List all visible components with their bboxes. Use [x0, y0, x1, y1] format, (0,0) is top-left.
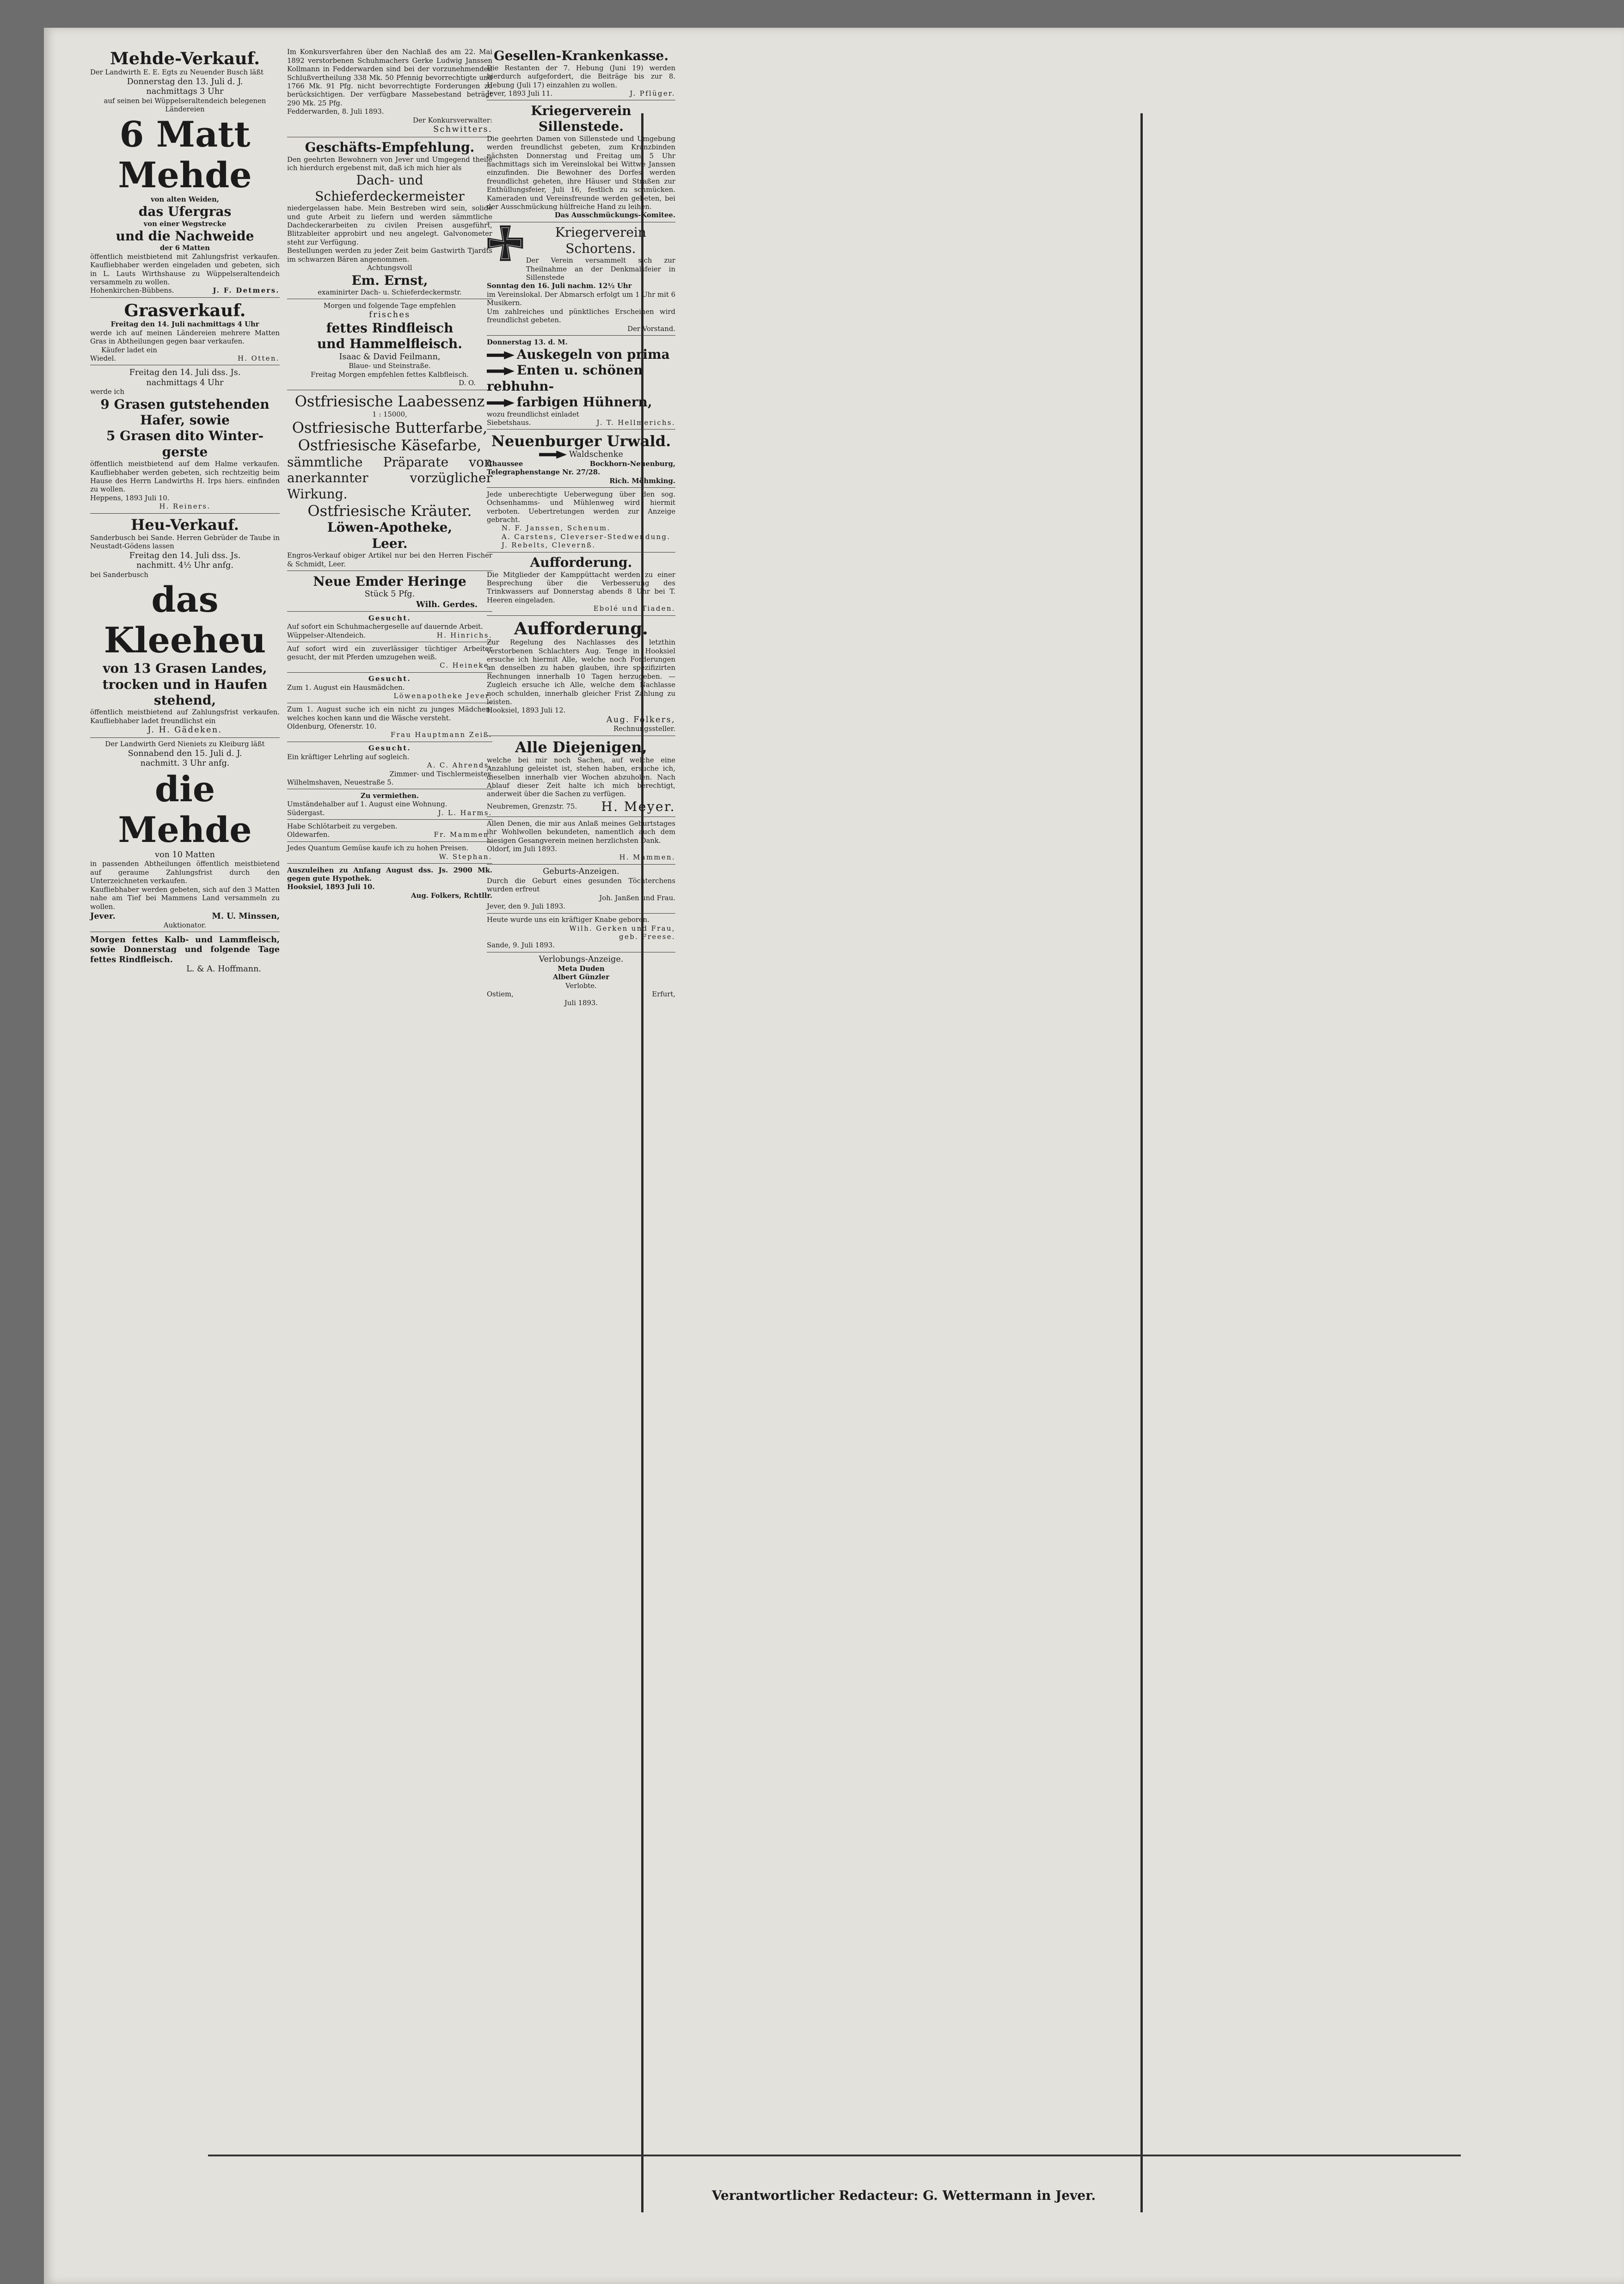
ad-signature: M. U. Minssen,	[212, 911, 280, 921]
ad-text: Die Restanten der 7. Hebung (Juni 19) werden hierdurch aufgefordert, die Beiträge bis zur 8. Hebung (Juli 17) einzahlen zu wollen.	[487, 64, 675, 89]
column-rule-2	[1140, 113, 1143, 2212]
ad-text: welche bei mir noch Sachen, auf welche eine Anzahlung geleistet ist, stehen haben, ersuche ich, dieselben innerhalb vier Wochen abzuholen. Nach Ablauf dieser Zeit halte ich mich berechtigt, anderweit über die Sachen zu verfügen.	[487, 756, 675, 798]
ad-die-mehde	[90, 739, 280, 932]
ad-signature: L. & A. Hoffmann.	[186, 964, 261, 974]
ad-text: Habe Schlötarbeit zu vergeben.	[287, 822, 398, 830]
ad-title: Verlobungs-Anzeige.	[539, 955, 624, 964]
ad-headline: Ostfriesische Butterfarbe,	[292, 418, 488, 436]
ad-signature: W. Stephan.	[439, 853, 492, 861]
ad-headline: und Hammelfleisch.	[317, 336, 463, 352]
ad-text: Verlobte.	[565, 982, 597, 990]
ad-aufforderung-1	[487, 554, 675, 616]
ad-title: Gesellen-Krankenkasse.	[493, 48, 669, 64]
ad-text: Engros-Verkauf obiger Artikel nur bei den Herren Fischer & Schmidt, Leer.	[287, 552, 492, 568]
ad-headline: und die Nachweide	[116, 228, 254, 244]
ad-text: im Vereinslokal. Der Abmarsch erfolgt um 1 Uhr mit 6 Musikern.	[487, 290, 675, 307]
ad-text: Zum 1. August suche ich ein nicht zu junges Mädchen, welches kochen kann und die Wäsche versteht.	[287, 706, 492, 722]
ad-signature-role: geb. Freese.	[619, 933, 675, 941]
ad-place: Hooksiel, 1893 Juli 10.	[287, 883, 375, 891]
ad-headline: die Mehde	[118, 768, 252, 850]
newspaper-page	[44, 28, 1624, 2284]
page-footer: Verantwortlicher Redacteur: G. Wettermann in Jever.	[711, 2188, 1096, 2203]
ad-dank	[487, 818, 675, 864]
ad-text: von alten Weiden,	[151, 195, 219, 203]
ad-auskegeln	[487, 337, 675, 430]
ad-title: Alle Diejenigen,	[515, 738, 647, 756]
ad-title: Aufforderung.	[530, 555, 632, 571]
ad-text: von 10 Matten	[155, 850, 215, 860]
ad-text: niedergelassen habe. Mein Bestreben wird sein, solide und gute Arbeit zu liefern und werden sämmtliche Dachdeckerarbeiten zu civilen Preisen ausgeführt, Blitzableiter approbirt und neu angelegt. Galvonometer steht zur Verfügung.	[287, 204, 492, 246]
ad-text: Heute wurde uns ein kräftiger Knabe geboren.	[487, 916, 650, 924]
ad-title: Zu vermiethen.	[360, 792, 419, 800]
ad-title: Neue Emder Heringe	[313, 573, 466, 589]
ad-ueberwegung	[487, 489, 675, 552]
ad-loewen-apotheke	[287, 392, 492, 571]
ad-text: frisches	[369, 310, 411, 320]
ad-signature: D. O.	[459, 379, 476, 387]
ad-place: Siebetshaus.	[487, 418, 531, 427]
ad-signature: J. T. Hellmerichs.	[596, 418, 675, 427]
ad-place: Wilhelmshaven, Neuestraße 5.	[287, 778, 394, 786]
ad-text: Die geehrten Damen von Sillenstede und Umgebung werden freundlichst gebeten, zum Kranzbinden nächsten Donnerstag und Freitag um 5 Uhr nachmittags sich im Vereinslokal bei Wittwe Janssen einzufinden. Die Bewohner des Dorfes werden freundlichst geheten, ihre Häuser und Straßen zur Enthüllungsfeier, Juli 16, festlich zu schmücken. Kameraden und Vereinsfreunde werden gebeten, bei der Ausschmückung hülfreiche Hand zu leihen.	[487, 135, 675, 211]
ad-signature: Rich. Möhmking.	[609, 477, 675, 485]
ad-signature: H. Reiners.	[159, 503, 211, 511]
ad-hoffmann	[90, 933, 280, 976]
ad-signature: Der Vorstand.	[627, 325, 675, 333]
ad-date: Sonntag den 16. Juli nachm. 12½ Uhr	[487, 282, 632, 290]
iron-cross-icon	[487, 225, 524, 262]
pointing-hand-icon	[487, 399, 515, 407]
ad-feilmann	[287, 301, 492, 390]
ad-signature: H. Mammen.	[619, 853, 675, 862]
ad-place: Jever, den 9. Juli 1893.	[487, 903, 565, 911]
ad-signature: Ebolé und Tiaden.	[593, 605, 675, 613]
ad-signature: H. Hinrichs.	[436, 631, 492, 639]
ad-title: Kriegerverein Schortens.	[555, 225, 646, 256]
ad-signature: Fr. Mammen.	[434, 831, 492, 839]
ad-signature: Aug. Folkers, Rchtllr.	[411, 891, 492, 900]
ad-headline: Löwen-Apotheke,	[327, 520, 453, 535]
ad-text: Auf sofort ein Schuhmachergeselle auf dauernde Arbeit.	[287, 623, 483, 631]
ad-text: Bestellungen werden zu jeder Zeit beim Gastwirth Tjardts im schwarzen Bären angenommen.	[287, 247, 492, 264]
ad-name: Meta Duden	[558, 965, 605, 973]
ad-text: Freitag Morgen empfehlen fettes Kalbfleisch.	[311, 370, 469, 379]
ad-headline: Auskegeln von prima	[487, 347, 675, 362]
ad-headline: 5 Grasen dito Winter-	[106, 428, 264, 444]
ad-title: Gesucht.	[368, 744, 411, 753]
ad-text: werde ich auf meinen Ländereien mehrere Matten Gras in Abtheilungen gegen baar verkaufen.	[90, 329, 280, 346]
pointing-hand-icon	[539, 451, 567, 459]
ad-kriegerverein-schortens	[487, 224, 675, 336]
ad-signature: Frau Hauptmann Zeiß.	[390, 731, 492, 739]
ad-date: Freitag den 14. Juli dss. Js.	[129, 368, 241, 378]
ad-signature: Joh. Janßen und Frau.	[599, 894, 675, 902]
ad-headline: gerste	[162, 444, 208, 460]
ad-headline: fettes Rindfleisch	[326, 320, 453, 336]
ad-text: Um zahlreiches und pünktliches Erscheinen wird freundlichst gebeten.	[487, 307, 675, 325]
ad-headline: Ostfriesische Kräuter.	[307, 502, 472, 520]
ad-headline: trocken und in Haufen stehend,	[102, 676, 268, 708]
ad-neuenburger-urwald	[487, 431, 675, 488]
ad-text: Auf sofort wird ein zuverlässiger tüchtiger Arbeiter gesucht, der mit Pferden umzugehen weiß.	[287, 645, 492, 661]
ad-headline: das Ufergras	[138, 204, 232, 220]
ad-headline: Ostfriesische Käsefarbe,	[298, 436, 482, 454]
ad-alle-diejenigen	[487, 737, 675, 817]
ad-date: Donnerstag den 13. Juli d. J.	[127, 77, 243, 86]
ad-text: sämmtliche Präparate von anerkannter vorzüglicher Wirkung.	[287, 454, 492, 502]
ad-text: Der Verein versammelt sich zur Theilnahme an der Denkmalsfeier in Sillenstede	[526, 257, 675, 282]
ad-signature-role: Rechnungssteller.	[613, 725, 675, 733]
ad-title: Geschäfts-Empfehlung.	[305, 140, 475, 155]
ad-place: Erfurt,	[652, 990, 675, 999]
ad-text: Auszuleihen zu Anfang August dss. Js. 2900 Mk. gegen gute Hypothek.	[287, 866, 492, 883]
ad-text: in passenden Abtheilungen öffentlich meistbietend auf geraume Zahlungsfrist durch den Unterzeichneten verkaufen.	[90, 860, 280, 885]
ad-headline: Enten u. schönen rebhuhn-	[487, 362, 643, 394]
ad-text: wozu freundlichst einladet	[487, 410, 579, 418]
ad-text: Der Landwirth E. E. Egts zu Neuender Busch läßt	[90, 68, 264, 77]
ad-signature-role: Auktionator.	[163, 921, 207, 929]
ad-place: Oldewarfen.	[287, 831, 330, 839]
ad-title: Gesucht.	[368, 614, 411, 622]
ad-signature-role: Blaue- und Steinstraße.	[349, 362, 431, 370]
ad-text: Achtungsvoll	[367, 264, 412, 272]
column-2	[287, 47, 492, 903]
ad-place: Sande, 9. Juli 1893.	[487, 941, 555, 950]
ad-headline: farbigen Hühnern,	[487, 394, 675, 410]
ad-text: werde ich	[90, 388, 124, 396]
ad-text: Waldschenke	[487, 450, 675, 460]
ad-hausmaedchen	[287, 674, 492, 703]
pointing-hand-icon	[487, 351, 515, 360]
ad-place: Oldorf, im Juli 1893.	[487, 845, 558, 853]
ad-title: Geburts-Anzeigen.	[543, 867, 619, 877]
ad-text: Zum 1. August ein Hausmädchen.	[287, 683, 405, 692]
ad-text: Sanderbusch bei Sande. Herren Gebrüder de Taube in Neustadt-Gödens lassen	[90, 534, 280, 551]
ad-text: Die Mitglieder der Kamppüttacht werden zu einer Besprechung über die Verbesserung des Trinkwassers auf Donnerstag abends 8 Uhr bei T. Heeren eingeladen.	[487, 571, 675, 604]
ad-time: nachmittags 3 Uhr	[146, 87, 224, 97]
ad-signature: A. C. Ahrends,	[427, 761, 492, 770]
ad-place: Wiedel.	[90, 355, 116, 363]
ad-signature: Schwitters.	[433, 125, 492, 135]
ad-signature: J. H. Gädeken.	[147, 725, 222, 735]
ad-heu-verkauf	[90, 515, 280, 738]
ad-place: Neubremen, Grenzstr. 75.	[487, 802, 577, 810]
ad-place: Hohenkirchen-Bübbens.	[90, 287, 174, 295]
ad-signature-role: examinirter Dach- u. Schieferdeckermstr.	[318, 288, 462, 296]
ad-kriegerverein-sillenstede	[487, 102, 675, 222]
ad-text: Käufer ladet ein	[101, 346, 157, 354]
ad-place: Oldenburg, Ofenerstr. 10.	[287, 722, 377, 731]
ad-title: Aufforderung.	[514, 618, 648, 639]
ad-place: Jever, 1893 Juli 11.	[487, 90, 553, 98]
ad-text: Ein kräftiger Lehrling auf sogleich.	[287, 753, 410, 761]
ad-text: Umständehalber auf 1. August eine Wohnung.	[287, 800, 447, 809]
ad-headline: Dach- und Schieferdeckermeister	[315, 172, 465, 204]
ad-headline: 9 Grasen gutstehenden	[100, 396, 270, 412]
ad-signature: Löwenapotheke Jever.	[393, 692, 492, 700]
ad-signature: J. F. Detmers.	[213, 287, 280, 295]
ad-knabe	[487, 915, 675, 952]
ad-arbeiter	[287, 644, 492, 673]
ad-headline: Leer.	[372, 535, 408, 551]
ad-signature: Wilh. Gerken und Frau,	[569, 924, 675, 933]
ad-signature: Isaac & David Feilmann,	[339, 352, 441, 362]
ad-verlobungs-anzeige	[487, 954, 675, 1009]
ad-gesellen-krankenkasse	[487, 47, 675, 100]
ad-maedchen	[287, 705, 492, 742]
ad-geschaefts-empfehlung	[287, 139, 492, 299]
ad-text: Durch die Geburt eines gesunden Töchterchens wurden erfreut	[487, 877, 675, 894]
ad-place: Hooksiel, 1893 Juli 12.	[487, 706, 566, 715]
ad-signature: J. Rebelts, Clevernß.	[502, 541, 596, 550]
ad-gesucht-schuhmacher	[287, 613, 492, 642]
ad-date: Freitag den 14. Juli dss. Js.	[129, 551, 241, 560]
ad-headline: das Kleeheu	[104, 579, 266, 661]
ad-text: Jede unberechtigte Ueberwegung über den sog. Ochsenhamms- und Mühlenweg wird hiermit verboten. Uebertretungen werden zur Anzeige gebracht.	[487, 490, 675, 524]
ad-signature: Em. Ernst,	[351, 272, 428, 288]
ad-signature: Aug. Folkers,	[606, 715, 675, 724]
ad-text: von einer Wegstrecke	[143, 220, 227, 228]
ad-text: Morgen und folgende Tage empfehlen	[323, 301, 456, 310]
ad-signature: J. L. Harms.	[438, 809, 492, 817]
ad-text: Stück 5 Pfg.	[364, 589, 415, 599]
ad-title: Heu-Verkauf.	[131, 516, 239, 534]
ad-title: Gesucht.	[368, 675, 411, 683]
ad-title: Mehde-Verkauf.	[110, 48, 260, 69]
ad-place: Wüppelser-Altendeich.	[287, 631, 366, 639]
ad-gemuese	[287, 843, 492, 864]
ad-headline: 6 Matt Mehde	[118, 113, 252, 196]
ad-text: Chaussee Bockhorn-Neuenburg, Telegraphenstange Nr. 27/28.	[487, 460, 675, 477]
ad-place: Jever.	[90, 911, 116, 921]
ad-date: Juli 1893.	[564, 999, 598, 1007]
ad-time: nachmitt. 4½ Uhr anfg.	[136, 561, 233, 571]
ad-text: öffentlich meistbietend mit Zahlungsfrist verkaufen. Kaufliebhaber werden eingeladen und gebeten, sich in L. Lauts Wirthshause zu Wüppelseraltendeich versammeln zu wollen.	[90, 252, 280, 287]
ad-signature: A. Carstens, Cleverser-Stedwendung.	[502, 533, 671, 541]
ad-title: Neuenburger Urwald.	[491, 432, 671, 450]
ad-text: auf seinen bei Wüppelseraltendeich belegenen Ländereien	[104, 97, 266, 114]
ad-time: nachmittags 4 Uhr	[146, 378, 224, 387]
ad-zu-vermiethen	[287, 791, 492, 820]
ad-place: Ostiem,	[487, 990, 514, 999]
ad-hafer	[90, 367, 280, 514]
ad-auszuleihen	[287, 865, 492, 902]
ad-grasverkauf	[90, 299, 280, 365]
ad-place: Fedderwarden, 8. Juli 1893.	[287, 108, 384, 116]
ad-mehde-verkauf	[90, 47, 280, 298]
ad-time: nachmitt. 3 Uhr anfg.	[140, 759, 230, 768]
ad-text: Im Konkursverfahren über den Nachlaß des am 22. Mai 1892 verstorbenen Schuhmachers Gerke Ludwig Janssen Kollmann in Fedderwarden sind bei der vorzunehmenden Schlußvertheilung 338 Mk. 50 Pfennig bevorrechtigte und 1766 Mk. 91 Pfg. nicht bevorrechtigte Forderungen zu berücksichtigen. Der verfügbare Massebestand beträgt 290 Mk. 25 Pfg.	[287, 48, 492, 107]
ad-schloetarbeit	[287, 821, 492, 841]
ad-text: Morgen fettes Kalb- und Lammfleisch, sowie Donnerstag und folgende Tage fettes Rindfleisch.	[90, 934, 280, 964]
pointing-hand-icon	[487, 367, 515, 375]
ad-signature-role: Zimmer- und Tischlermeister.	[389, 770, 492, 778]
ad-text: öffentlich meistbietend auf dem Halme verkaufen. Kaufliebhaber werden gebeten, sich rechtzeitig beim Hause des Herrn Landwirths H. Irps hiers. einfinden zu wollen.	[90, 460, 280, 494]
ad-emder-heringe	[287, 572, 492, 612]
ad-text: Jedes Quantum Gemüse kaufe ich zu hohen Preisen.	[287, 844, 469, 853]
ad-signature: N. F. Janssen, Schenum.	[502, 524, 611, 533]
ad-text: Kaufliebhaber werden gebeten, sich auf den 3 Matten nahe am Tief bei Mammens Land versammeln zu wollen.	[90, 885, 280, 911]
ad-lehrling	[287, 743, 492, 789]
ad-signature: J. Pflüger.	[630, 90, 675, 98]
ad-text: bei Sanderbusch	[90, 571, 148, 579]
ad-place: Heppens, 1893 Juli 10.	[90, 494, 170, 502]
ad-date: Sonnabend den 15. Juli d. J.	[128, 749, 242, 758]
ad-text: der 6 Matten	[160, 244, 210, 252]
ad-date: Donnerstag 13. d. M.	[487, 338, 568, 346]
ad-signature: Wilh. Gerdes.	[416, 599, 478, 609]
ad-title: Kriegerverein Sillenstede.	[531, 103, 631, 135]
ad-name: Albert Günzler	[552, 973, 610, 982]
ad-aufforderung-2	[487, 617, 675, 736]
ad-text: Allen Denen, die mir aus Anlaß meines Geburtstages ihr Wohlwollen bekundeten, namentlich auch dem hiesigen Gesangverein meinen herzlichsten Dank.	[487, 819, 675, 845]
ad-signature: H. Otten.	[238, 355, 280, 363]
ad-headline: Ostfriesische Laabessenz	[294, 393, 485, 411]
ad-text: Den geehrten Bewohnern von Jever und Umgegend theile ich hierdurch ergebenst mit, daß ich mich hier als	[287, 155, 492, 172]
ad-date: Freitag den 14. Juli nachmittags 4 Uhr	[110, 320, 259, 329]
footer-rule	[208, 2155, 1461, 2156]
ad-headline: von 13 Grasen Landes,	[103, 661, 267, 676]
ad-signature: Das Ausschmückungs-Komitee.	[554, 211, 675, 220]
ad-text: öffentlich meistbietend auf Zahlungsfrist verkaufen. Kaufliebhaber ladet freundlichst ein	[90, 708, 280, 725]
ad-headline: Hafer, sowie	[140, 412, 230, 428]
ad-geburts-anzeigen	[487, 866, 675, 914]
column-1	[90, 47, 280, 978]
ad-place: Südergast.	[287, 809, 325, 817]
ad-konkurs	[287, 47, 492, 137]
column-3	[487, 47, 675, 1011]
ad-text: Zur Regelung des Nachlasses des letzthin verstorbenen Schlachters Aug. Tenge in Hooksiel ersuche ich hiermit Alle, welche noch Forderungen an denselben zu haben glauben, ihre spezifizirten Rechnungen innerhalb 10 Tagen herzugeben. — Zugleich ersuche ich Alle, welche dem Nachlasse noch schulden, innerhalb gleicher Frist Zahlung zu leisten.	[487, 639, 675, 706]
ad-text: Der Konkursverwalter:	[413, 116, 492, 124]
ad-signature: H. Meyer.	[601, 798, 675, 814]
ad-title: Grasverkauf.	[124, 300, 246, 321]
ad-text: 1 : 15000,	[372, 410, 407, 418]
ad-signature: C. Heineke.	[440, 662, 492, 670]
ad-text: Der Landwirth Gerd Nieniets zu Kleiburg läßt	[105, 740, 265, 749]
